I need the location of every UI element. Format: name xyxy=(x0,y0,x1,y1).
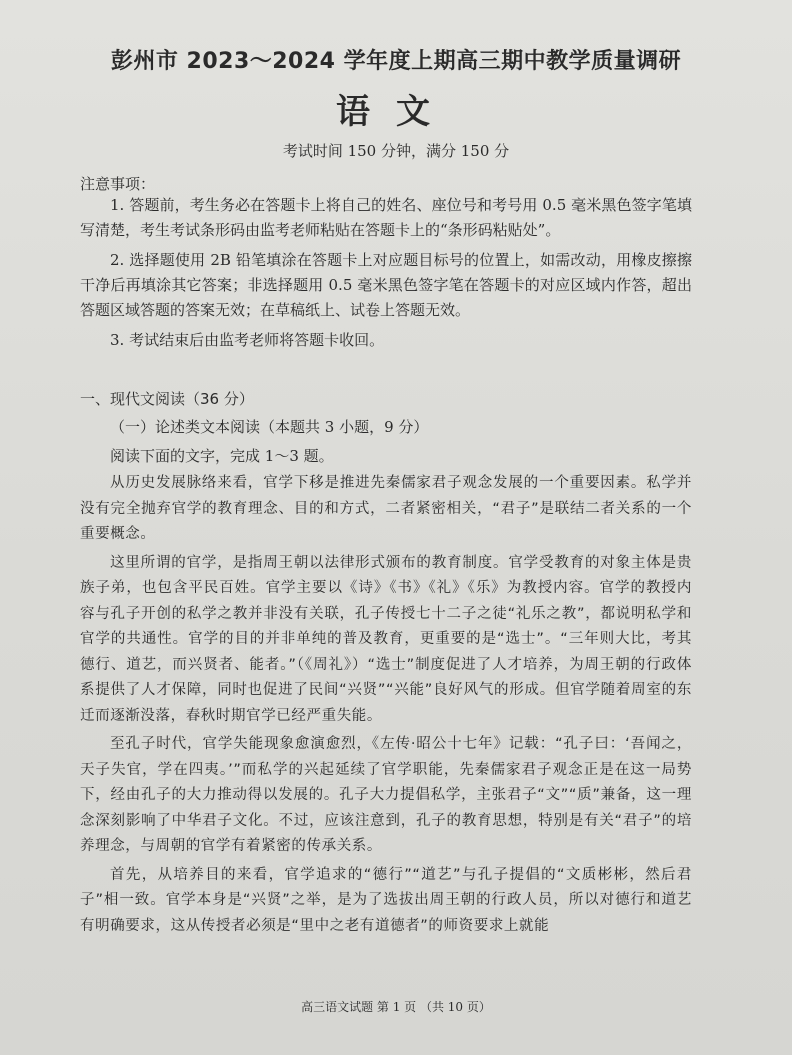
notice-item: 3. 考试结束后由监考老师将答题卡收回。 xyxy=(110,331,385,349)
notice-list xyxy=(80,190,692,358)
page-footer: 高三语文试题 第 1 页 （共 10 页） xyxy=(301,1000,491,1014)
reading-instruction: 阅读下面的文字，完成 1～3 题。 xyxy=(110,447,334,465)
section-heading: 一、现代文阅读（36 分） xyxy=(80,390,254,408)
exam-title: 彭州市 2023～2024 学年度上期高三期中教学质量调研 xyxy=(110,49,682,74)
notice-item: 2. 选择题使用 2B 铅笔填涂在答题卡上对应题目标号的位置上，如需改动，用橡皮擦擦干净后再填涂其它答案；非选择题用 0.5 毫米黑色签字笔在答题卡的对应区域内作答，超出答题区域答题的答案无效；在草稿纸上、试卷上答题无效。 xyxy=(80,251,692,319)
notice-heading: 注意事项： xyxy=(80,175,156,193)
subsection-heading: （一）论述类文本阅读（本题共 3 小题，9 分） xyxy=(110,418,429,436)
reading-passage xyxy=(80,471,692,942)
passage-paragraph: 首先，从培养目的来看，官学追求的“德行”“道艺”与孔子提倡的“文质彬彬，然后君子”相一致。官学本身是“兴贤”之举，是为了选拔出周王朝的行政人员，所以对德行和道艺有明确要求，这从传授者必须是“里中之老有道德者”的师资要求上就能 xyxy=(80,866,692,934)
notice-item: 1. 答题前，考生务必在答题卡上将自己的姓名、座位号和考号用 0.5 毫米黑色签字笔填写清楚，考生考试条形码由监考老师粘贴在答题卡上的“条形码粘贴处”。 xyxy=(80,196,692,239)
subject-title: 语文 xyxy=(336,92,456,132)
passage-paragraph: 从历史发展脉络来看，官学下移是推进先秦儒家君子观念发展的一个重要因素。私学并没有完全抛弃官学的教育理念、目的和方式，二者紧密相关，“君子”是联结二者关系的一个重要概念。 xyxy=(80,475,692,542)
passage-paragraph: 这里所谓的官学，是指周王朝以法律形式颁布的教育制度。官学受教育的对象主体是贵族子弟，也包含平民百姓。官学主要以《诗》《书》《礼》《乐》为教授内容。官学的教授内容与孔子开创的私学之教并非没有关联，孔子传授七十二子之徒“礼乐之教”，都说明私学和官学的共通性。官学的目的并非单纯的普及教育，更重要的是“选士”。“三年则大比，考其德行、道艺，而兴贤者、能者。”（《周礼》）“选士”制度促进了人才培养，为周王朝的行政体系提供了人才保障，同时也促进了民间“兴贤”“兴能”良好风气的形成。但官学随着周室的东迁而逐渐没落，春秋时期官学已经严重失能。 xyxy=(80,554,692,724)
passage-paragraph: 至孔子时代，官学失能现象愈演愈烈，《左传·昭公十七年》记载：“孔子曰：‘吾闻之，天子失官，学在四夷。’”而私学的兴起延续了官学职能，先秦儒家君子观念正是在这一局势下，经由孔子的大力推动得以发展的。孔子大力提倡私学，主张君子“文”“质”兼备，这一理念深刻影响了中华君子文化。不过，应该注意到，孔子的教育思想，特别是有关“君子”的培养理念，与周朝的官学有着紧密的传承关系。 xyxy=(80,736,692,854)
exam-info: 考试时间 150 分钟，满分 150 分 xyxy=(282,142,510,160)
